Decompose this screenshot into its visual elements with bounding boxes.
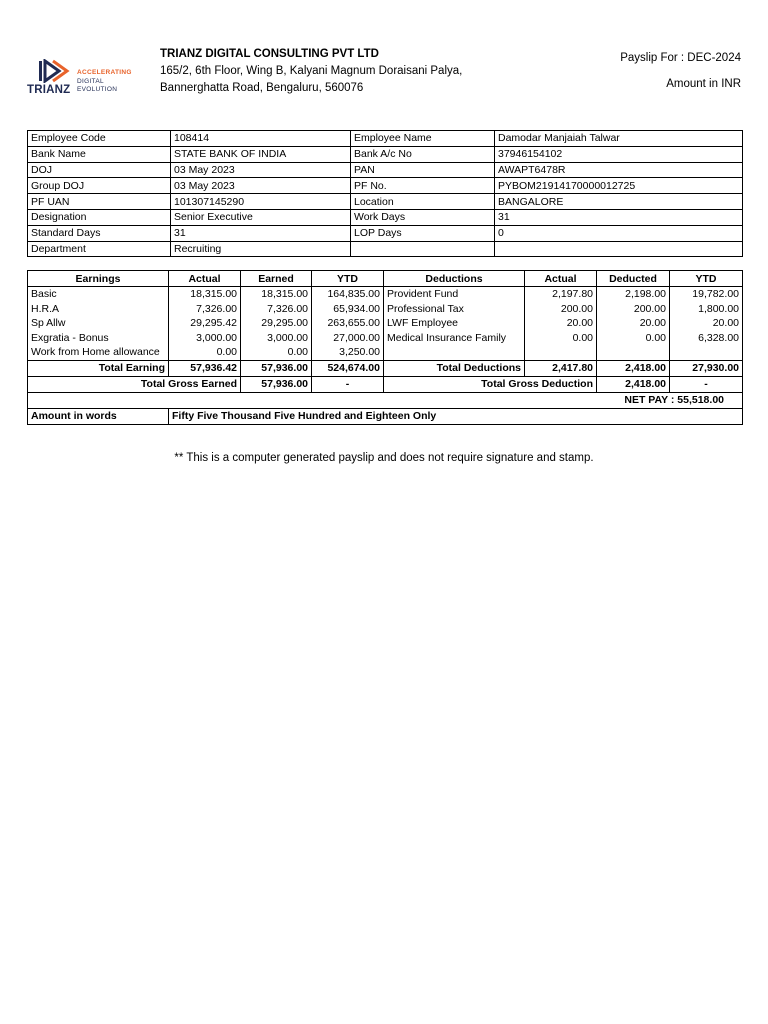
employee-info-row [28, 209, 743, 225]
deduction-deducted: 200.00 [597, 302, 670, 317]
logo-brand-name: TRIANZ [27, 84, 71, 96]
total-earning-label: Total Earning [28, 360, 169, 376]
field-value: Senior Executive [171, 209, 351, 225]
amount-in-words-value: Fifty Five Thousand Five Hundred and Eighteen Only [169, 408, 743, 424]
pay-row [28, 287, 743, 302]
header-deducted: Deducted [597, 271, 670, 287]
earning-name: Sp Allw [28, 316, 169, 331]
employee-info-row [28, 241, 743, 257]
field-label: Employee Name [351, 131, 495, 147]
field-value: Damodar Manjaiah Talwar [495, 131, 743, 147]
field-value: STATE BANK OF INDIA [171, 146, 351, 162]
earning-name: Basic [28, 287, 169, 302]
field-value: 31 [495, 209, 743, 225]
field-value: 108414 [171, 131, 351, 147]
deduction-ytd: 6,328.00 [670, 331, 743, 346]
trianz-logo-icon [39, 59, 73, 83]
total-row [28, 360, 743, 376]
deduction-actual: 0.00 [525, 331, 597, 346]
net-pay: NET PAY : 55,518.00 [28, 392, 743, 408]
total-deductions-actual: 2,417.80 [525, 360, 597, 376]
field-label: PAN [351, 162, 495, 178]
earning-earned: 18,315.00 [241, 287, 312, 302]
gross-earned-label: Total Gross Earned [28, 376, 241, 392]
deduction-ytd: 19,782.00 [670, 287, 743, 302]
earning-name: H.R.A [28, 302, 169, 317]
total-deductions-deducted: 2,418.00 [597, 360, 670, 376]
field-label: Work Days [351, 209, 495, 225]
pay-row [28, 316, 743, 331]
earning-actual: 3,000.00 [169, 331, 241, 346]
field-label: Designation [28, 209, 171, 225]
deduction-deducted: 2,198.00 [597, 287, 670, 302]
deduction-name: Professional Tax [384, 302, 525, 317]
deduction-name: Provident Fund [384, 287, 525, 302]
footer-disclaimer: ** This is a computer generated payslip and does not require signature and stamp. [174, 452, 594, 464]
deduction-actual: 2,197.80 [525, 287, 597, 302]
gross-deduction-value: 2,418.00 [597, 376, 670, 392]
employee-info-row [28, 194, 743, 210]
earning-ytd: 27,000.00 [312, 331, 384, 346]
earning-earned: 29,295.00 [241, 316, 312, 331]
gross-deduction-ytd: - [670, 376, 743, 392]
pay-row [28, 302, 743, 317]
earning-actual: 0.00 [169, 345, 241, 360]
field-label: Department [28, 241, 171, 257]
field-value: Recruiting [171, 241, 351, 257]
total-earning-ytd: 524,674.00 [312, 360, 384, 376]
deduction-deducted: 20.00 [597, 316, 670, 331]
pay-header-row [28, 271, 743, 287]
deduction-actual: 200.00 [525, 302, 597, 317]
field-value [495, 241, 743, 257]
company-name: TRIANZ DIGITAL CONSULTING PVT LTD [160, 48, 379, 60]
total-earning-earned: 57,936.00 [241, 360, 312, 376]
deduction-actual [525, 345, 597, 360]
earning-ytd: 65,934.00 [312, 302, 384, 317]
pay-row [28, 331, 743, 346]
field-value: 31 [171, 225, 351, 241]
header-actual: Actual [169, 271, 241, 287]
earning-actual: 7,326.00 [169, 302, 241, 317]
currency-note: Amount in INR [666, 78, 741, 90]
field-label: PF UAN [28, 194, 171, 210]
company-address-line2: Bannerghatta Road, Bengaluru, 560076 [160, 82, 364, 94]
company-header [160, 46, 462, 97]
deduction-deducted [597, 345, 670, 360]
gross-earned-value: 57,936.00 [241, 376, 312, 392]
earning-earned: 3,000.00 [241, 331, 312, 346]
earning-earned: 0.00 [241, 345, 312, 360]
deduction-actual: 20.00 [525, 316, 597, 331]
earning-ytd: 263,655.00 [312, 316, 384, 331]
earning-name: Exgratia - Bonus [28, 331, 169, 346]
field-value: AWAPT6478R [495, 162, 743, 178]
earning-actual: 29,295.42 [169, 316, 241, 331]
company-logo [27, 56, 137, 100]
deduction-name: Medical Insurance Family [384, 331, 525, 346]
header-deductions: Deductions [384, 271, 525, 287]
earnings-deductions-table [27, 270, 743, 425]
field-label: Bank A/c No [351, 146, 495, 162]
company-address-line1: 165/2, 6th Floor, Wing B, Kalyani Magnum Doraisani Palya, [160, 65, 463, 77]
logo-tagline: ACCELERATING DIGITAL EVOLUTION [77, 69, 132, 93]
gross-earned-ytd: - [312, 376, 384, 392]
field-value: 37946154102 [495, 146, 743, 162]
amount-in-words-label: Amount in words [28, 408, 169, 424]
field-value: PYBOM21914170000012725 [495, 178, 743, 194]
employee-info-row [28, 131, 743, 147]
header-actual: Actual [525, 271, 597, 287]
employee-info-row [28, 146, 743, 162]
earning-name: Work from Home allowance [28, 345, 169, 360]
field-value: 101307145290 [171, 194, 351, 210]
field-label: Standard Days [28, 225, 171, 241]
field-label: DOJ [28, 162, 171, 178]
employee-info-row [28, 178, 743, 194]
field-label: PF No. [351, 178, 495, 194]
header-ytd: YTD [312, 271, 384, 287]
field-label: LOP Days [351, 225, 495, 241]
field-label: Bank Name [28, 146, 171, 162]
earning-actual: 18,315.00 [169, 287, 241, 302]
pay-row [28, 345, 743, 360]
gross-row [28, 376, 743, 392]
total-deductions-ytd: 27,930.00 [670, 360, 743, 376]
field-value: BANGALORE [495, 194, 743, 210]
field-value: 03 May 2023 [171, 162, 351, 178]
field-value: 0 [495, 225, 743, 241]
employee-info-row [28, 225, 743, 241]
earning-ytd: 164,835.00 [312, 287, 384, 302]
header-ytd: YTD [670, 271, 743, 287]
deduction-deducted: 0.00 [597, 331, 670, 346]
header-earned: Earned [241, 271, 312, 287]
earning-ytd: 3,250.00 [312, 345, 384, 360]
deduction-name [384, 345, 525, 360]
employee-info-table [27, 130, 743, 257]
deduction-ytd [670, 345, 743, 360]
deduction-name: LWF Employee [384, 316, 525, 331]
total-deductions-label: Total Deductions [384, 360, 525, 376]
total-earning-actual: 57,936.42 [169, 360, 241, 376]
field-label [351, 241, 495, 257]
gross-deduction-label: Total Gross Deduction [384, 376, 597, 392]
amount-in-words-row [28, 408, 743, 424]
payslip-period: Payslip For : DEC-2024 [620, 52, 741, 64]
earning-earned: 7,326.00 [241, 302, 312, 317]
deduction-ytd: 20.00 [670, 316, 743, 331]
field-label: Group DOJ [28, 178, 171, 194]
field-label: Location [351, 194, 495, 210]
employee-info-row [28, 162, 743, 178]
net-pay-row [28, 392, 743, 408]
field-value: 03 May 2023 [171, 178, 351, 194]
deduction-ytd: 1,800.00 [670, 302, 743, 317]
header-earnings: Earnings [28, 271, 169, 287]
field-label: Employee Code [28, 131, 171, 147]
payslip-meta [620, 50, 741, 93]
